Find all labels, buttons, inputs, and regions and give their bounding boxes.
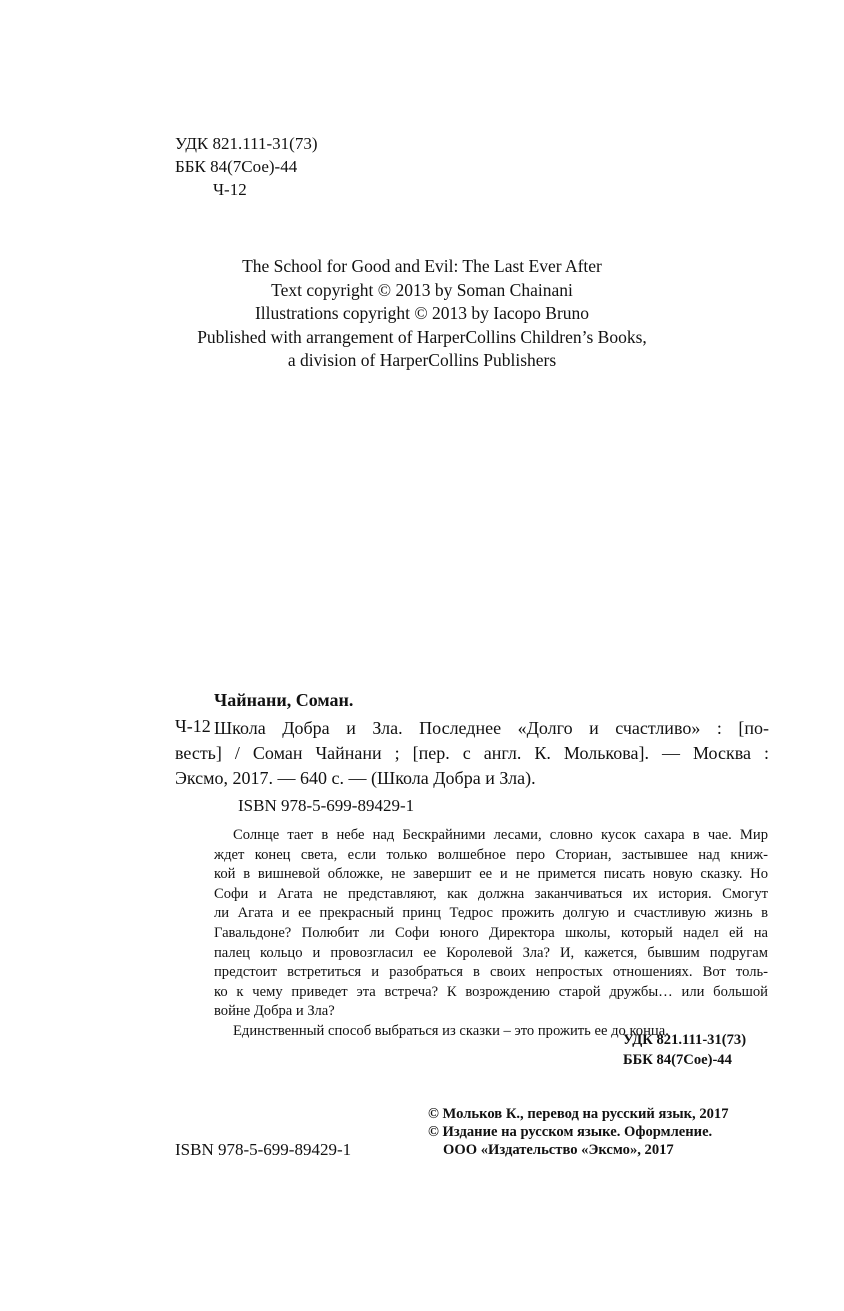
udk-code-bottom: УДК 821.111-31(73) <box>623 1032 747 1048</box>
annotation-line: предстоит встретиться и разобраться в своих непростых отношениях. Вот толь- <box>214 964 768 981</box>
author-mark: Ч-12 <box>213 180 247 199</box>
annotation-line: кой в вишневой обложке, не завершит ее и не примется писать новую сказку. Но <box>214 866 768 883</box>
annotation-line: Софи и Агата не представляют, как должна заканчиваться их история. Смогут <box>214 885 768 902</box>
isbn-bottom: ISBN 978-5-699-89429-1 <box>175 1140 352 1159</box>
original-title: The School for Good and Evil: The Last Ever After <box>242 256 602 276</box>
catalog-line: Школа Добра и Зла. Последнее «Долго и счастливо» : [по- <box>214 718 769 738</box>
annotation-line: войне Добра и Зла? <box>214 1003 335 1020</box>
annotation-line: ли Агата и ее прекрасный принц Тедрос прожить долгую и счастливую жизнь в <box>214 905 768 922</box>
english-copyright-block <box>0 255 844 373</box>
text-copyright: Text copyright © 2013 by Soman Chainani <box>271 279 573 300</box>
catalog-line: весть] / Соман Чайнани ; [пер. с англ. К. Молькова]. — Москва : <box>175 743 769 763</box>
classification-codes-bottom <box>623 1030 746 1070</box>
translation-copyright: © Мольков К., перевод на русский язык, 2017 <box>428 1106 729 1122</box>
annotation-line: Солнце тает в небе над Бескрайними лесами, словно кусок сахара в чае. Мир <box>233 827 768 843</box>
russian-copyright-block <box>428 1105 729 1159</box>
isbn-catalog: ISBN 978-5-699-89429-1 <box>238 796 415 815</box>
publisher-division: a division of HarperCollins Publishers <box>287 350 557 371</box>
bbk-code-bottom: ББК 84(7Сое)-44 <box>623 1052 732 1068</box>
publisher-copyright: ООО «Издательство «Эксмо», 2017 <box>443 1142 674 1158</box>
catalog-line: Эксмо, 2017. — 640 с. — (Школа Добра и Зла). <box>175 768 536 788</box>
edition-copyright: © Издание на русском языке. Оформление. <box>428 1124 713 1140</box>
annotation-line: ждет конец света, если только волшебное перо Сториан, застывшее над книж- <box>214 846 768 863</box>
udk-code: УДК 821.111-31(73) <box>175 134 318 153</box>
classification-codes-top <box>175 132 317 201</box>
catalog-author: Чайнани, Соман. <box>214 690 354 710</box>
annotation-paragraph <box>214 826 768 1042</box>
annotation-line: Гавальдоне? Полюбит ли Софи юного Директора школы, который надел ей на <box>214 924 768 941</box>
illustrations-copyright: Illustrations copyright © 2013 by Iacopo Bruno <box>254 303 590 324</box>
bbk-code: ББК 84(7Сое)-44 <box>175 157 298 176</box>
annotation-line: ко к чему приведет эта встреча? К возрождению старой дружбы… или большой <box>214 983 768 1000</box>
catalog-code: Ч-12 <box>175 716 211 736</box>
publisher-arrangement: Published with arrangement of HarperCollins Children’s Books, <box>197 326 647 347</box>
annotation-line: палец кольцо и провозгласил ее Королевой Зла? И, кажется, бывшим подругам <box>214 944 768 961</box>
annotation-closing-line: Единственный способ выбраться из сказки – это прожить ее до конца. <box>233 1022 669 1039</box>
